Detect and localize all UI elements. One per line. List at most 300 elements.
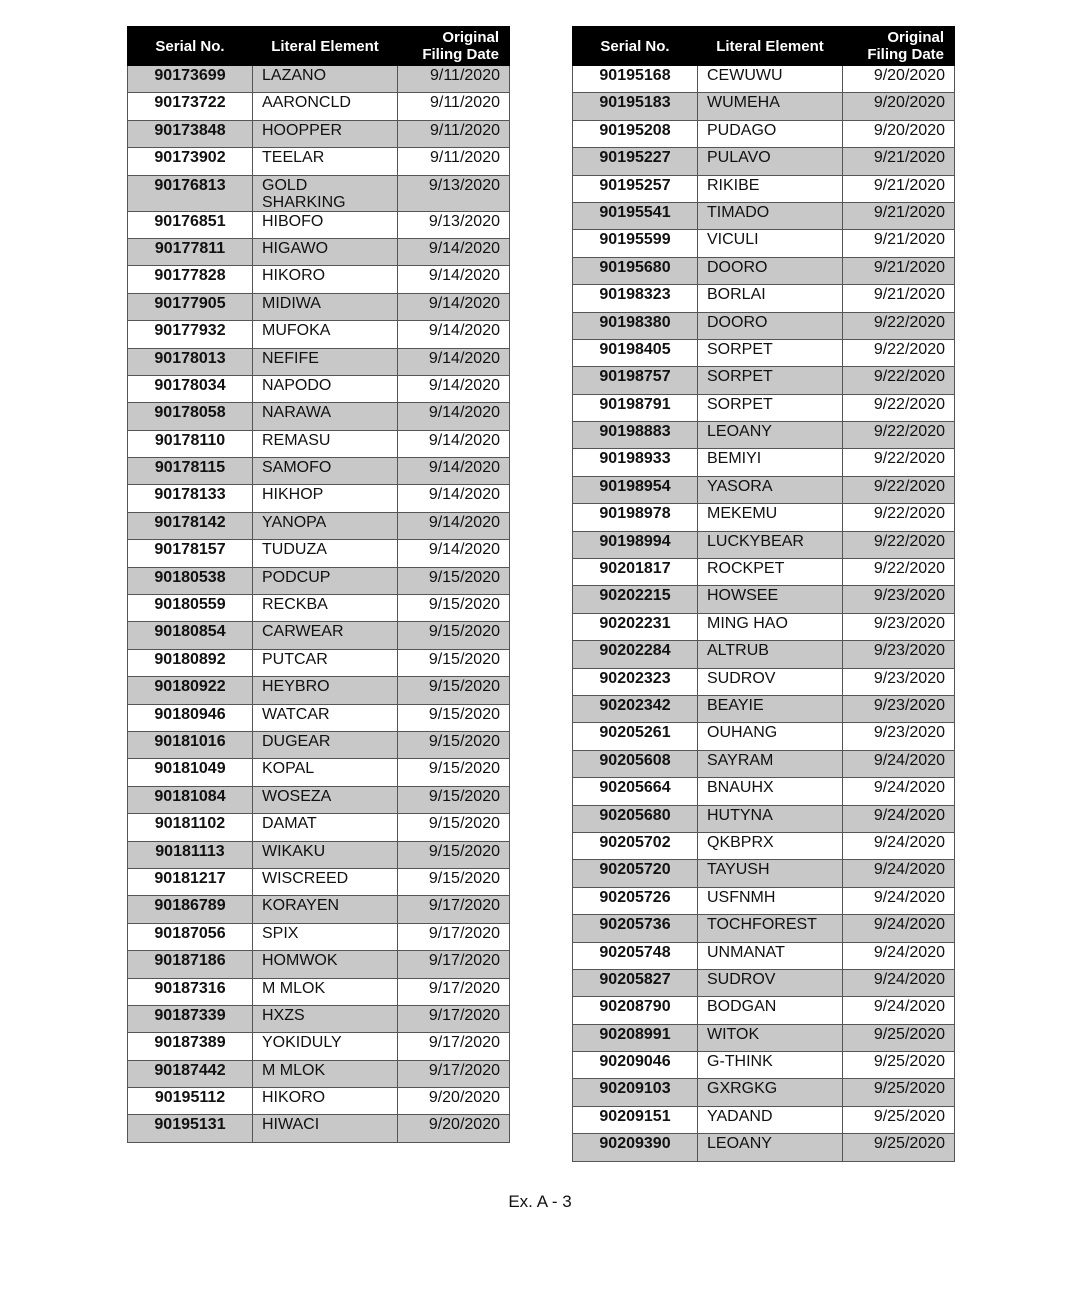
literal-element-cell: OUHANG [698, 723, 843, 750]
serial-cell: 90195168 [573, 66, 698, 93]
literal-element-cell: ALTRUB [698, 641, 843, 668]
serial-cell: 90180559 [128, 595, 253, 622]
table-row [573, 339, 955, 366]
table-row [573, 285, 955, 312]
table-row [573, 1106, 955, 1133]
table-row [128, 1115, 510, 1142]
serial-cell: 90178157 [128, 540, 253, 567]
literal-element-cell: SAMOFO [253, 458, 398, 485]
serial-cell: 90187186 [128, 951, 253, 978]
filing-date-cell: 9/25/2020 [843, 1052, 955, 1079]
table-row [128, 841, 510, 868]
literal-element-cell: WOSEZA [253, 786, 398, 813]
serial-cell: 90198380 [573, 312, 698, 339]
table-body-right [573, 66, 955, 1162]
serial-cell: 90198954 [573, 476, 698, 503]
table-row [573, 860, 955, 887]
serial-cell: 90198883 [573, 422, 698, 449]
literal-element-cell: HOOPPER [253, 120, 398, 147]
filing-date-cell: 9/15/2020 [398, 814, 510, 841]
serial-cell: 90178133 [128, 485, 253, 512]
serial-cell: 90198994 [573, 531, 698, 558]
header-filing-date: Original Filing Date [843, 27, 955, 66]
literal-element-cell: CEWUWU [698, 66, 843, 93]
literal-element-cell: SUDROV [698, 668, 843, 695]
filing-date-cell: 9/14/2020 [398, 266, 510, 293]
filing-date-cell: 9/24/2020 [843, 860, 955, 887]
serial-cell: 90195112 [128, 1088, 253, 1115]
table-row [128, 66, 510, 93]
literal-element-cell: HUTYNA [698, 805, 843, 832]
serial-cell: 90187316 [128, 978, 253, 1005]
literal-element-cell: HOMWOK [253, 951, 398, 978]
literal-element-cell: YOKIDULY [253, 1033, 398, 1060]
filing-date-cell: 9/14/2020 [398, 540, 510, 567]
filing-date-cell: 9/17/2020 [398, 923, 510, 950]
filing-date-cell: 9/17/2020 [398, 896, 510, 923]
table-row [573, 1052, 955, 1079]
table-row [128, 1060, 510, 1087]
table-row [573, 805, 955, 832]
literal-element-cell: NARAWA [253, 403, 398, 430]
literal-element-cell: HIKORO [253, 1088, 398, 1115]
literal-element-cell: GOLD SHARKING [253, 175, 398, 211]
filing-date-cell: 9/15/2020 [398, 759, 510, 786]
serial-cell: 90195680 [573, 257, 698, 284]
filing-date-cell: 9/23/2020 [843, 586, 955, 613]
table-row [573, 449, 955, 476]
literal-element-cell: WISCREED [253, 868, 398, 895]
table-row [573, 312, 955, 339]
serial-cell: 90176851 [128, 211, 253, 238]
filing-date-cell: 9/24/2020 [843, 805, 955, 832]
table-row [128, 211, 510, 238]
literal-element-cell: HIKORO [253, 266, 398, 293]
table-row [128, 896, 510, 923]
filing-date-cell: 9/14/2020 [398, 321, 510, 348]
literal-element-cell: AARONCLD [253, 93, 398, 120]
filing-date-cell: 9/25/2020 [843, 1106, 955, 1133]
serial-cell: 90177905 [128, 293, 253, 320]
filing-date-cell: 9/23/2020 [843, 695, 955, 722]
serial-cell: 90208991 [573, 1024, 698, 1051]
table-row [128, 175, 510, 211]
literal-element-cell: DUGEAR [253, 731, 398, 758]
serial-cell: 90180892 [128, 649, 253, 676]
literal-element-cell: HIWACI [253, 1115, 398, 1142]
table-row [128, 375, 510, 402]
serial-cell: 90201817 [573, 559, 698, 586]
table-row [128, 266, 510, 293]
filing-date-cell: 9/13/2020 [398, 211, 510, 238]
serial-cell: 90187056 [128, 923, 253, 950]
filing-date-cell: 9/21/2020 [843, 230, 955, 257]
filing-date-cell: 9/14/2020 [398, 430, 510, 457]
header-serial-no: Serial No. [128, 27, 253, 66]
filing-date-cell: 9/22/2020 [843, 367, 955, 394]
literal-element-cell: YASORA [698, 476, 843, 503]
table-row [573, 531, 955, 558]
table-row [573, 66, 955, 93]
serial-cell: 90173902 [128, 148, 253, 175]
literal-element-cell: BNAUHX [698, 778, 843, 805]
table-row [573, 202, 955, 229]
filing-date-cell: 9/23/2020 [843, 723, 955, 750]
header-literal-element: Literal Element [253, 27, 398, 66]
filing-date-cell: 9/14/2020 [398, 293, 510, 320]
serial-cell: 90195208 [573, 120, 698, 147]
table-row [573, 230, 955, 257]
literal-element-cell: MIDIWA [253, 293, 398, 320]
literal-element-cell: SORPET [698, 367, 843, 394]
table-row [128, 540, 510, 567]
filing-date-cell: 9/24/2020 [843, 997, 955, 1024]
serial-cell: 90176813 [128, 175, 253, 211]
filing-date-cell: 9/17/2020 [398, 1060, 510, 1087]
filing-date-cell: 9/17/2020 [398, 978, 510, 1005]
serial-cell: 90205680 [573, 805, 698, 832]
serial-cell: 90195599 [573, 230, 698, 257]
table-row [128, 1033, 510, 1060]
filing-date-cell: 9/22/2020 [843, 559, 955, 586]
serial-cell: 90198791 [573, 394, 698, 421]
literal-element-cell: HOWSEE [698, 586, 843, 613]
table-row [573, 367, 955, 394]
serial-cell: 90198405 [573, 339, 698, 366]
serial-cell: 90181084 [128, 786, 253, 813]
serial-cell: 90205726 [573, 887, 698, 914]
serial-cell: 90205261 [573, 723, 698, 750]
filing-date-cell: 9/22/2020 [843, 476, 955, 503]
serial-cell: 90198933 [573, 449, 698, 476]
table-row [573, 915, 955, 942]
literal-element-cell: SORPET [698, 394, 843, 421]
filing-date-cell: 9/24/2020 [843, 750, 955, 777]
table-row [128, 238, 510, 265]
table-row [128, 923, 510, 950]
filing-date-cell: 9/14/2020 [398, 485, 510, 512]
literal-element-cell: G-THINK [698, 1052, 843, 1079]
filing-date-cell: 9/15/2020 [398, 649, 510, 676]
table-row [573, 1079, 955, 1106]
table-row [128, 814, 510, 841]
literal-element-cell: USFNMH [698, 887, 843, 914]
literal-element-cell: SUDROV [698, 969, 843, 996]
filing-date-cell: 9/15/2020 [398, 786, 510, 813]
serial-cell: 90173722 [128, 93, 253, 120]
serial-cell: 90195541 [573, 202, 698, 229]
table-row [128, 868, 510, 895]
literal-element-cell: BODGAN [698, 997, 843, 1024]
filing-date-cell: 9/22/2020 [843, 394, 955, 421]
table-row [128, 731, 510, 758]
table-row [573, 422, 955, 449]
table-row [128, 430, 510, 457]
serial-cell: 90181016 [128, 731, 253, 758]
table-row [128, 1088, 510, 1115]
filing-date-cell: 9/21/2020 [843, 175, 955, 202]
literal-element-cell: PULAVO [698, 148, 843, 175]
literal-element-cell: TOCHFOREST [698, 915, 843, 942]
table-row [573, 120, 955, 147]
filing-date-cell: 9/14/2020 [398, 512, 510, 539]
literal-element-cell: PUDAGO [698, 120, 843, 147]
table-row [573, 504, 955, 531]
literal-element-cell: HXZS [253, 1005, 398, 1032]
table-row [573, 175, 955, 202]
serial-cell: 90205827 [573, 969, 698, 996]
table-row [573, 93, 955, 120]
literal-element-cell: PODCUP [253, 567, 398, 594]
filing-date-cell: 9/15/2020 [398, 704, 510, 731]
literal-element-cell: NEFIFE [253, 348, 398, 375]
literal-element-cell: HIGAWO [253, 238, 398, 265]
table-row [128, 293, 510, 320]
trademark-table-right [572, 26, 955, 1162]
table-row [573, 778, 955, 805]
serial-cell: 90198978 [573, 504, 698, 531]
literal-element-cell: GXRGKG [698, 1079, 843, 1106]
filing-date-cell: 9/15/2020 [398, 567, 510, 594]
literal-element-cell: BORLAI [698, 285, 843, 312]
literal-element-cell: YANOPA [253, 512, 398, 539]
literal-element-cell: WIKAKU [253, 841, 398, 868]
table-row [573, 695, 955, 722]
filing-date-cell: 9/23/2020 [843, 613, 955, 640]
table-header-row [128, 27, 510, 66]
serial-cell: 90178034 [128, 375, 253, 402]
table-row [128, 485, 510, 512]
table-row [128, 512, 510, 539]
filing-date-cell: 9/21/2020 [843, 202, 955, 229]
filing-date-cell: 9/14/2020 [398, 458, 510, 485]
table-row [128, 704, 510, 731]
serial-cell: 90177932 [128, 321, 253, 348]
serial-cell: 90195131 [128, 1115, 253, 1142]
serial-cell: 90178142 [128, 512, 253, 539]
filing-date-cell: 9/20/2020 [398, 1088, 510, 1115]
filing-date-cell: 9/11/2020 [398, 148, 510, 175]
filing-date-cell: 9/17/2020 [398, 1033, 510, 1060]
filing-date-cell: 9/20/2020 [843, 120, 955, 147]
header-serial-no: Serial No. [573, 27, 698, 66]
serial-cell: 90198757 [573, 367, 698, 394]
literal-element-cell: PUTCAR [253, 649, 398, 676]
literal-element-cell: DOORO [698, 312, 843, 339]
filing-date-cell: 9/15/2020 [398, 595, 510, 622]
filing-date-cell: 9/25/2020 [843, 1079, 955, 1106]
filing-date-cell: 9/22/2020 [843, 449, 955, 476]
filing-date-cell: 9/15/2020 [398, 731, 510, 758]
serial-cell: 90178115 [128, 458, 253, 485]
filing-date-cell: 9/22/2020 [843, 422, 955, 449]
literal-element-cell: WITOK [698, 1024, 843, 1051]
filing-date-cell: 9/24/2020 [843, 915, 955, 942]
serial-cell: 90187389 [128, 1033, 253, 1060]
filing-date-cell: 9/21/2020 [843, 257, 955, 284]
table-row [573, 586, 955, 613]
serial-cell: 90202284 [573, 641, 698, 668]
filing-date-cell: 9/24/2020 [843, 887, 955, 914]
filing-date-cell: 9/22/2020 [843, 504, 955, 531]
table-row [573, 559, 955, 586]
literal-element-cell: WATCAR [253, 704, 398, 731]
filing-date-cell: 9/21/2020 [843, 285, 955, 312]
filing-date-cell: 9/24/2020 [843, 969, 955, 996]
filing-date-cell: 9/11/2020 [398, 93, 510, 120]
literal-element-cell: UNMANAT [698, 942, 843, 969]
serial-cell: 90177828 [128, 266, 253, 293]
table-row [573, 969, 955, 996]
literal-element-cell: DOORO [698, 257, 843, 284]
literal-element-cell: HEYBRO [253, 677, 398, 704]
serial-cell: 90208790 [573, 997, 698, 1024]
serial-cell: 90202342 [573, 695, 698, 722]
table-row [573, 148, 955, 175]
serial-cell: 90181113 [128, 841, 253, 868]
serial-cell: 90187339 [128, 1005, 253, 1032]
filing-date-cell: 9/22/2020 [843, 339, 955, 366]
serial-cell: 90198323 [573, 285, 698, 312]
filing-date-cell: 9/15/2020 [398, 841, 510, 868]
serial-cell: 90205664 [573, 778, 698, 805]
literal-element-cell: QKBPRX [698, 832, 843, 859]
literal-element-cell: LEOANY [698, 422, 843, 449]
literal-element-cell: REMASU [253, 430, 398, 457]
serial-cell: 90173699 [128, 66, 253, 93]
filing-date-cell: 9/20/2020 [843, 66, 955, 93]
literal-element-cell: TIMADO [698, 202, 843, 229]
table-row [128, 622, 510, 649]
table-body-left [128, 66, 510, 1143]
literal-element-cell: MUFOKA [253, 321, 398, 348]
serial-cell: 90209046 [573, 1052, 698, 1079]
serial-cell: 90180538 [128, 567, 253, 594]
serial-cell: 90187442 [128, 1060, 253, 1087]
filing-date-cell: 9/24/2020 [843, 942, 955, 969]
filing-date-cell: 9/23/2020 [843, 668, 955, 695]
serial-cell: 90202323 [573, 668, 698, 695]
filing-date-cell: 9/24/2020 [843, 832, 955, 859]
serial-cell: 90181102 [128, 814, 253, 841]
table-row [128, 403, 510, 430]
table-row [128, 649, 510, 676]
filing-date-cell: 9/14/2020 [398, 403, 510, 430]
filing-date-cell: 9/25/2020 [843, 1134, 955, 1161]
table-row [128, 321, 510, 348]
literal-element-cell: TEELAR [253, 148, 398, 175]
table-row [128, 120, 510, 147]
literal-element-cell: YADAND [698, 1106, 843, 1133]
literal-element-cell: LEOANY [698, 1134, 843, 1161]
table-row [573, 997, 955, 1024]
serial-cell: 90180922 [128, 677, 253, 704]
table-row [573, 1134, 955, 1161]
literal-element-cell: SAYRAM [698, 750, 843, 777]
literal-element-cell: ROCKPET [698, 559, 843, 586]
literal-element-cell: M MLOK [253, 1060, 398, 1087]
literal-element-cell: SORPET [698, 339, 843, 366]
serial-cell: 90180854 [128, 622, 253, 649]
filing-date-cell: 9/14/2020 [398, 348, 510, 375]
literal-element-cell: BEAYIE [698, 695, 843, 722]
literal-element-cell: HIBOFO [253, 211, 398, 238]
filing-date-cell: 9/15/2020 [398, 622, 510, 649]
literal-element-cell: TAYUSH [698, 860, 843, 887]
filing-date-cell: 9/17/2020 [398, 1005, 510, 1032]
serial-cell: 90205748 [573, 942, 698, 969]
header-literal-element: Literal Element [698, 27, 843, 66]
table-row [128, 978, 510, 1005]
literal-element-cell: HIKHOP [253, 485, 398, 512]
table-row [128, 93, 510, 120]
serial-cell: 90178110 [128, 430, 253, 457]
table-row [573, 1024, 955, 1051]
serial-cell: 90209103 [573, 1079, 698, 1106]
serial-cell: 90209390 [573, 1134, 698, 1161]
filing-date-cell: 9/11/2020 [398, 120, 510, 147]
serial-cell: 90205720 [573, 860, 698, 887]
literal-element-cell: CARWEAR [253, 622, 398, 649]
trademark-table-left [127, 26, 510, 1143]
page-footer-label: Ex. A - 3 [508, 1192, 572, 1211]
literal-element-cell: LAZANO [253, 66, 398, 93]
literal-element-cell: WUMEHA [698, 93, 843, 120]
literal-element-cell: RECKBA [253, 595, 398, 622]
table-row [128, 458, 510, 485]
literal-element-cell: VICULI [698, 230, 843, 257]
literal-element-cell: SPIX [253, 923, 398, 950]
table-row [573, 942, 955, 969]
filing-date-cell: 9/15/2020 [398, 677, 510, 704]
table-row [573, 476, 955, 503]
header-filing-date: Original Filing Date [398, 27, 510, 66]
filing-date-cell: 9/11/2020 [398, 66, 510, 93]
serial-cell: 90205736 [573, 915, 698, 942]
table-row [128, 677, 510, 704]
serial-cell: 90178013 [128, 348, 253, 375]
table-row [573, 394, 955, 421]
table-row [573, 641, 955, 668]
literal-element-cell: LUCKYBEAR [698, 531, 843, 558]
filing-date-cell: 9/20/2020 [398, 1115, 510, 1142]
serial-cell: 90186789 [128, 896, 253, 923]
table-row [128, 1005, 510, 1032]
literal-element-cell: M MLOK [253, 978, 398, 1005]
literal-element-cell: MEKEMU [698, 504, 843, 531]
table-row [573, 723, 955, 750]
serial-cell: 90205702 [573, 832, 698, 859]
literal-element-cell: NAPODO [253, 375, 398, 402]
filing-date-cell: 9/25/2020 [843, 1024, 955, 1051]
filing-date-cell: 9/23/2020 [843, 641, 955, 668]
serial-cell: 90178058 [128, 403, 253, 430]
filing-date-cell: 9/15/2020 [398, 868, 510, 895]
filing-date-cell: 9/22/2020 [843, 531, 955, 558]
serial-cell: 90202231 [573, 613, 698, 640]
literal-element-cell: MING HAO [698, 613, 843, 640]
serial-cell: 90181049 [128, 759, 253, 786]
serial-cell: 90180946 [128, 704, 253, 731]
table-row [128, 759, 510, 786]
table-row [128, 148, 510, 175]
table-row [573, 887, 955, 914]
table-row [128, 951, 510, 978]
literal-element-cell: DAMAT [253, 814, 398, 841]
table-row [573, 257, 955, 284]
literal-element-cell: RIKIBE [698, 175, 843, 202]
table-row [128, 348, 510, 375]
